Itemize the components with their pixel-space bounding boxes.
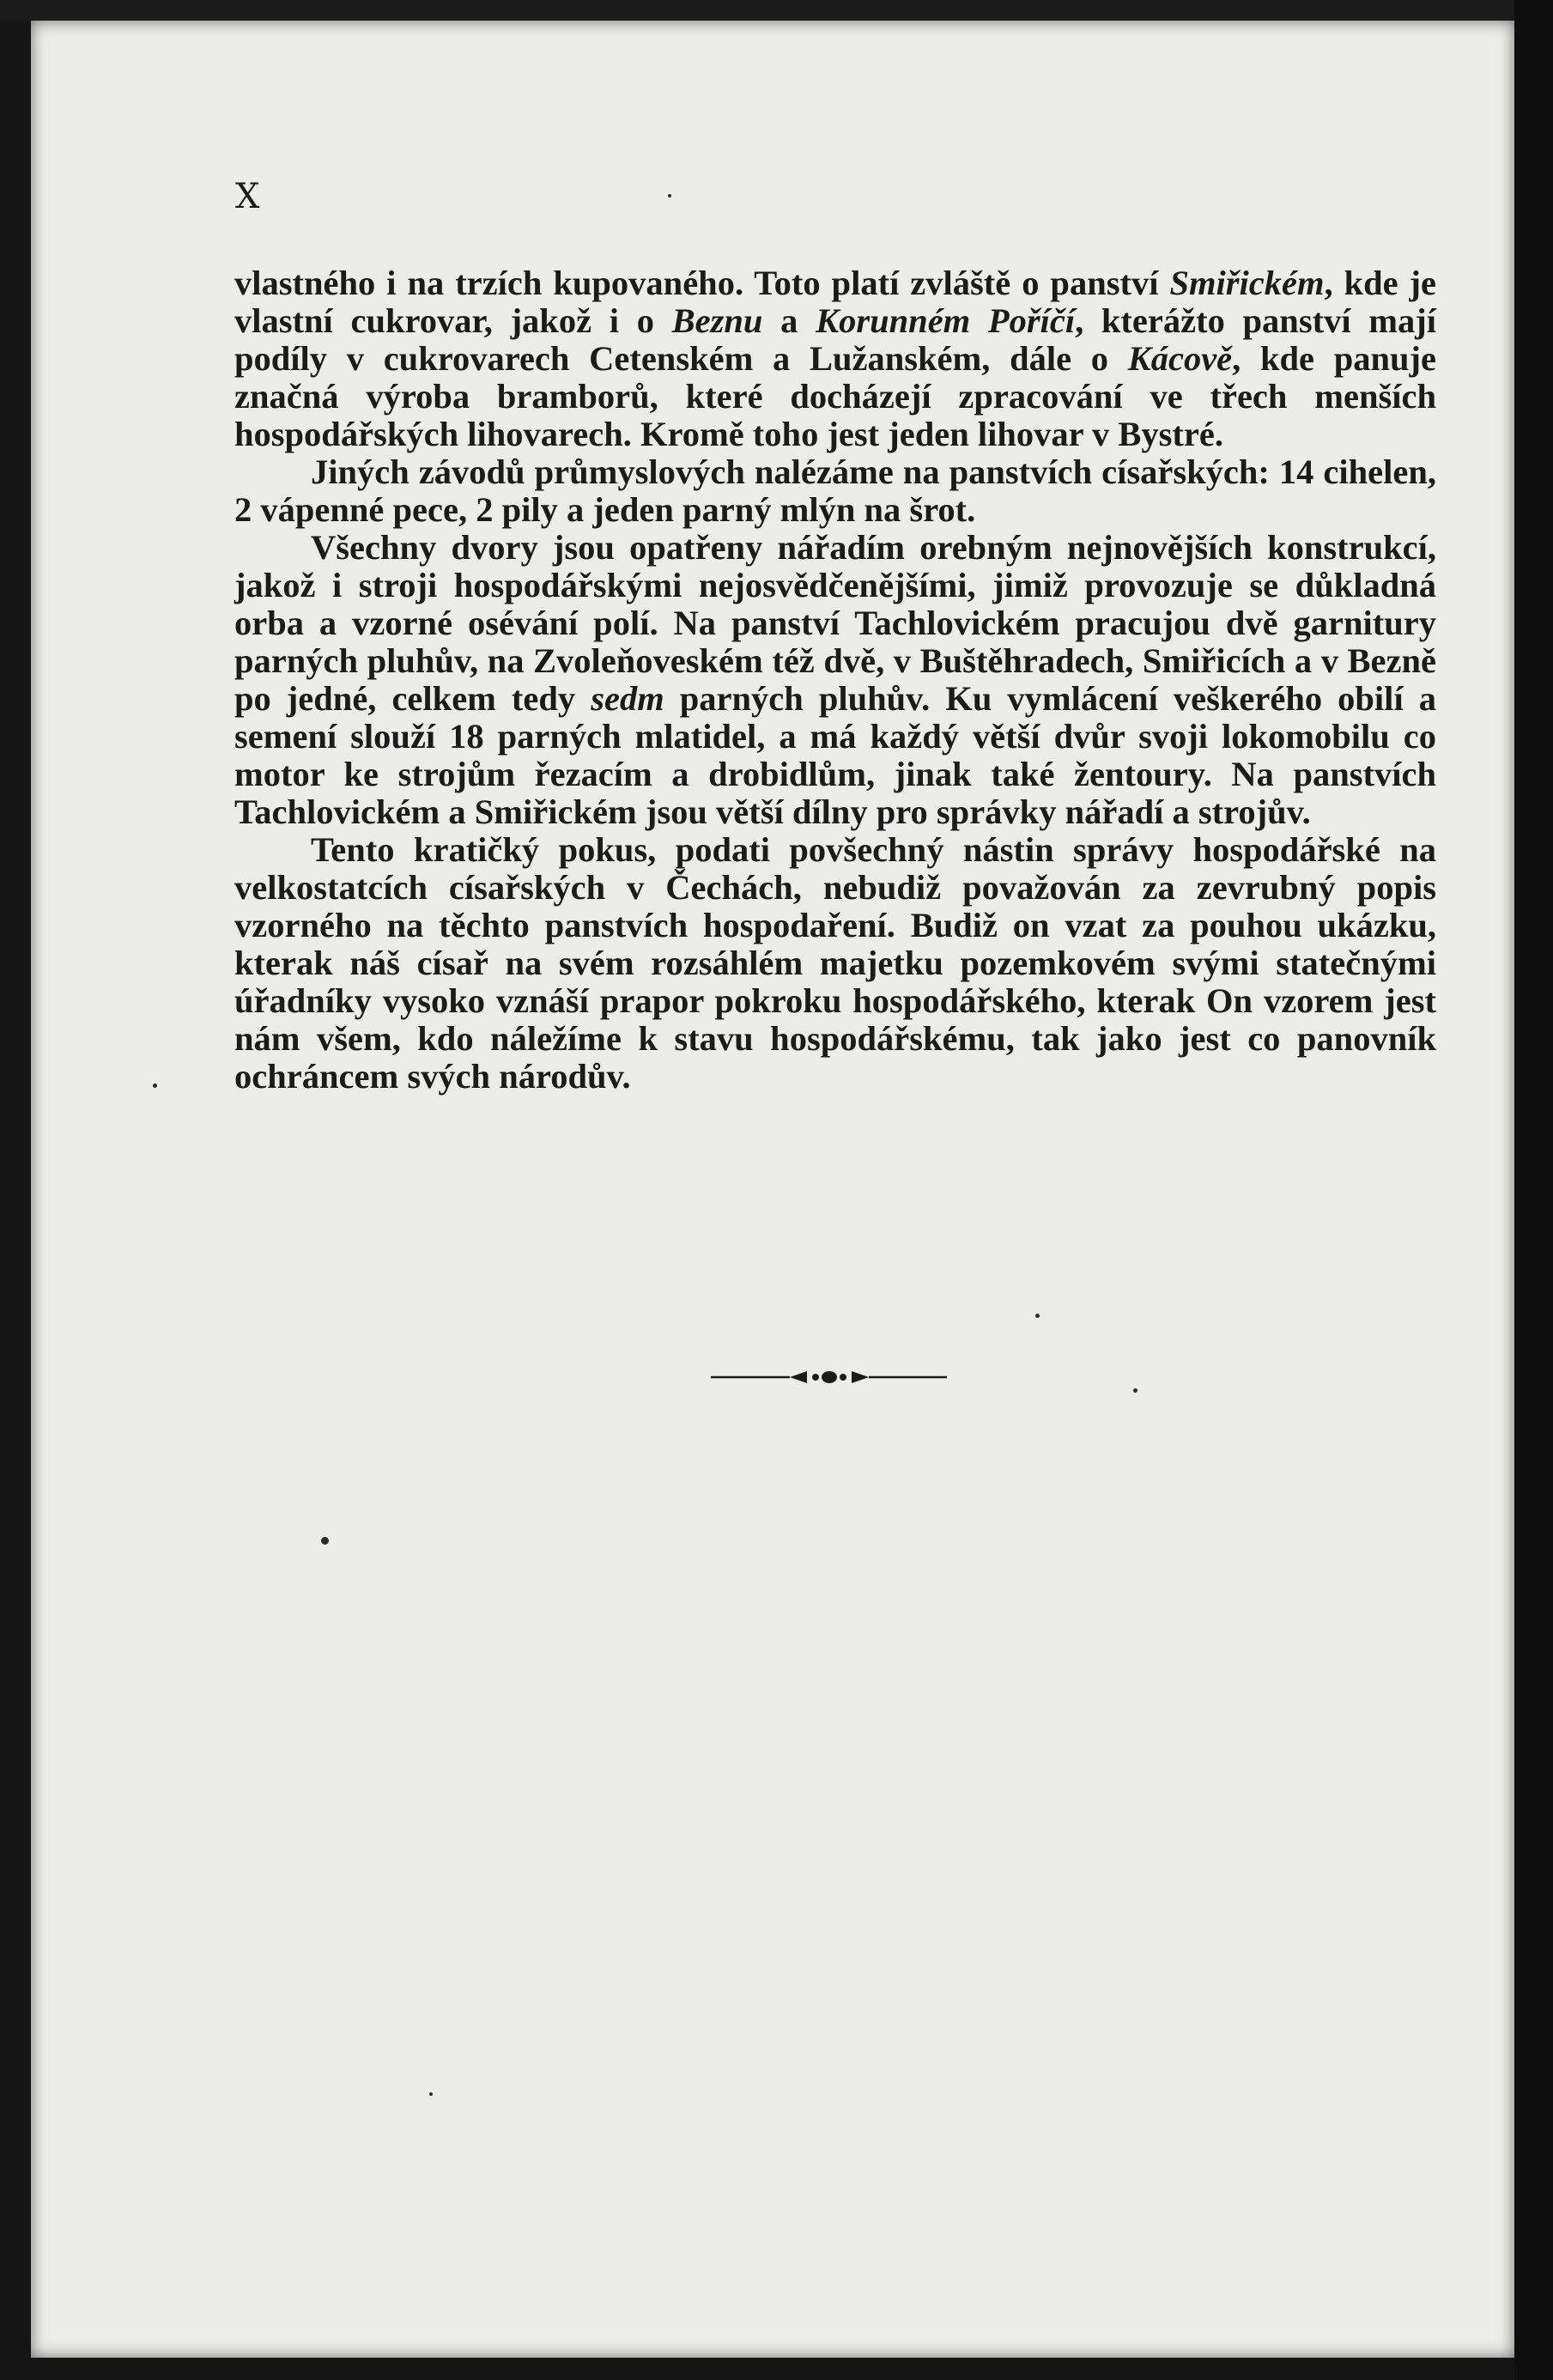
italic-text: Beznu — [671, 301, 763, 340]
text-run: Jiných závodů průmyslových nalézáme na panstvích císařských: 14 cihelen, 2 vápenné pece, 2 pily a jeden parný mlýn na šrot. — [234, 452, 1436, 529]
body-text — [234, 264, 1436, 1096]
text-run: a — [762, 301, 816, 340]
scan-speck — [668, 194, 671, 197]
paragraph — [234, 264, 1436, 453]
text-run: vlastného i na trzích kupovaného. Toto platí zvláště o panství — [234, 264, 1170, 302]
text-run: , kde panuje značná výroba bramborů, které docházejí zpracování ve třech menších hospodářských lihovarech. Kromě toho jest jeden lihovar v Bystré. — [234, 339, 1436, 453]
scan-speck — [429, 2092, 433, 2096]
italic-text: sedm — [591, 679, 664, 718]
scan-speck — [321, 1537, 329, 1545]
italic-text: Kácově — [1127, 339, 1233, 378]
paragraph — [234, 453, 1436, 529]
scan-speck — [153, 1084, 157, 1088]
text-run: parných pluhův. Ku vymlácení veškerého obilí a semení slouží 18 parných mlatidel, a má každý větší dvůr svoji lokomobilu co motor ke strojům řezacím a drobidlům, jinak také žentoury. Na panstvích Tachlovickém a Smiřickém jsou větší dílny pro správky nářadí a strojův. — [234, 679, 1436, 831]
scan-right-edge — [1514, 0, 1553, 2380]
paragraph — [234, 529, 1436, 831]
text-run: , kde je vlastní cukrovar, jakož i o — [234, 264, 1436, 340]
scan-top-edge — [0, 0, 1553, 21]
divider-ornament-icon — [711, 1366, 947, 1388]
italic-text: Smiřickém — [1169, 264, 1325, 302]
text-run: , kterážto panství mají podíly v cukrovarech Cetenském a Lužanském, dále o — [234, 301, 1436, 378]
paragraph — [234, 831, 1436, 1096]
italic-text: Korunném Poříčí — [816, 301, 1076, 340]
text-run: Všechny dvory jsou opatřeny nářadím orebným nejnovějších konstrukcí, jakož i stroji hospodářskými nejosvědčenějšími, jimiž provozuje se důkladná orba a vzorné osévání polí. Na panství Tachlovickém pracujou dvě garnitury parných pluhův, na Zvoleňoveském též dvě, v Buštěhradech, Smiřicích a v Bezně po jedné, celkem tedy — [234, 528, 1436, 718]
scan-speck — [1035, 1314, 1040, 1318]
text-run: Tento kratičký pokus, podati povšechný nástin správy hospodářské na velkostatcích císařských v Čechách, nebudiž považován za zevrubný popis vzorného na těchto panstvích hospodaření. Budiž on vzat za pouhou ukázku, kterak náš císař na svém rozsáhlém majetku pozemkovém svými statečnými úřadníky vysoko vznáší prapor pokroku hospodářského, kterak On vzorem jest nám všem, kdo náležíme k stavu hospodářskému, tak jako jest co panovník ochráncem svých národův. — [234, 830, 1436, 1096]
page-number: X — [235, 177, 262, 216]
scan-speck — [1133, 1388, 1137, 1393]
